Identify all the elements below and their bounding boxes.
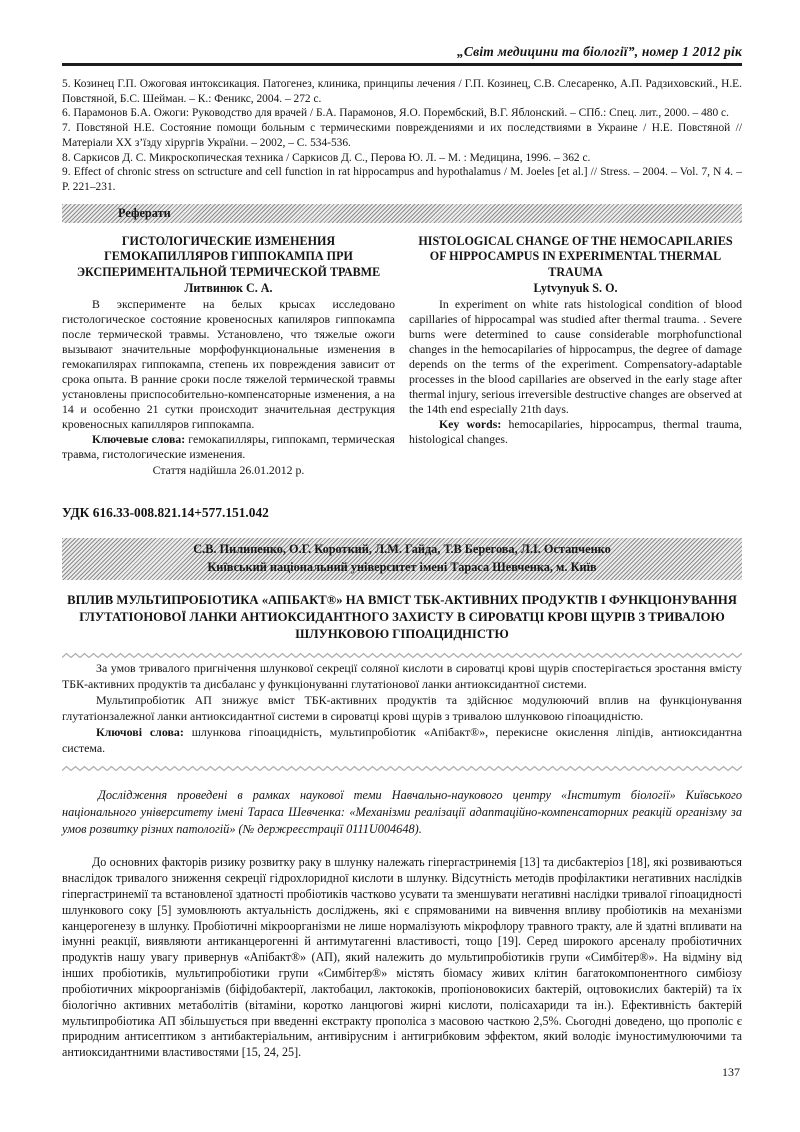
abstract-column-ru — [62, 234, 395, 478]
abstract-en-title: HISTOLOGICAL CHANGE OF THE HEMOCAPILARIES OF HIPPOCAMPUS IN EXPERIMENTAL THERMAL TRAUMA — [418, 233, 733, 280]
abstract-ru-keywords-label: Ключевые слова: — [92, 431, 186, 446]
abstract-ru-title: ГИСТОЛОГИЧЕСКИЕ ИЗМЕНЕНИЯ ГЕМОКАПИЛЛЯРОВ ГИППОКАМПА ПРИ ЭКСПЕРИМЕНТАЛЬНОЙ ТЕРМИЧЕСКОЙ ТРАВМЕ — [76, 233, 381, 280]
referaty-label: Реферати — [118, 205, 171, 220]
funding-note: Дослідження проведені в рамках наукової теми Навчально-наукового центру «Інститут біології» Київського національного університету імені Тараса Шевченка: «Механізми реалізації адаптаційно-компенсаторних реакцій організму за умов розвитку різних патологій» (№ держреєстрації 0111U004648). — [62, 788, 742, 837]
article-received-date: Стаття надійшла 26.01.2012 р. — [152, 462, 305, 477]
reference-item: 8. Саркисов Д. С. Микроскопическая техника / Саркисов Д. С., Перова Ю. Л. – М. : Медицина, 1996. – 362 с. — [62, 151, 591, 164]
reference-item: 5. Козинец Г.П. Ожоговая интоксикация. Патогенез, клиника, принципы лечения / Г.П. Козинец, С.В. Слесаренко, А.П. Радзиховский., Н.Е. Повстяной, Б.С. Шейман. – К.: Феникс, 2004. – 272 с. — [62, 78, 742, 105]
abstract-ru-body: В эксперименте на белых крысах исследовано гистологическое состояние кровеносных капиляров гиппокампа после термической травмы. Установлено, что тяжелые ожоги вызывают значительные морфофункциональные изменения в гемокапилярах гиппокампа, степень их повреждения зависит от срока опыта. В ранние сроки после тяжелой термической травмы установлены приспособительно-компенсаторные изменения, а на 14 и особенно 21 сутки происходит значительная деструкция кровеносных капилляров гиппокампа. — [62, 297, 395, 431]
abstract-column-en — [409, 234, 742, 478]
abstract-ru-author: Литвинюк С. А. — [184, 280, 273, 295]
abstract-en-keywords-label: Key words: — [439, 416, 502, 431]
references-list — [62, 77, 742, 195]
article-title: ВПЛИВ МУЛЬТИПРОБІОТИКА «АПІБАКТ®» НА ВМІСТ ТБК-АКТИВНИХ ПРОДУКТІВ І ФУНКЦІОНУВАННЯ ГЛУТАТІОНОВОЇ ЛАНКИ АНТИОКСИДАНТНОГО ЗАХИСТУ В СИРОВАТЦІ КРОВІ ЩУРІВ З ТРИВАЛОЮ ШЛУНКОВОЮ ГІПОАЦИДНІСТЮ — [67, 592, 737, 642]
page-number: 137 — [722, 1065, 740, 1079]
header-double-rule — [62, 63, 742, 66]
article-keywords-text: шлункова гіпоацидність, мультипробіотик «Апібакт®», перекисне окислення ліпідів, антиоксидантна система. — [62, 724, 743, 755]
article-keywords-label: Ключові слова: — [96, 724, 184, 739]
abstract-en-author: Lytvynyuk S. O. — [533, 280, 618, 295]
body-paragraph: До основних факторів ризику розвитку раку в шлунку належать гіпергастринемія [13] та дисбактеріоз [18], які розвиваються внаслідок тривалого зниження секреції гідрохлоридної кислоти в шлунку. Відсутність методів профілактики негативних наслідків гіпергастринемії та встановленої здатності пробіотиків частково усувати та зменшувати негативні наслідки тривалої гіпоацидності шлункового соку [5] зумовлюють актуальність досліджень, які є спрямованими на вивчення впливу пробіотиків на механізми канцерогенезу в шлунку. Пробіотичні мікроорганізми не лише нормалізують мікрофлору травного тракту, але й здатні впливати на імунні реакції, виявляюти антиканцерогенні й антимутагенні властивості, тощо [19]. Серед широкого арсеналу пробіотичних продуктів нашу увагу привернув «Апібакт®» (АП), який належить до мультипробіотиків групи «Симбітер®». На відміну від інших пробіотиків, мультипробіотики групи «Симбітер®» містять біомасу живих клітин багатокомпонентного симбіозу пробіотичних мікроорганізмів (біфідобактерії, лактобацил, лактококів, пропіоновокисих бактерій, оцтовокислих бактерій) та їх біологічно активних метаболітів (вітаміни, коротко ланцюгові жирні кислоти, полісахариди та ін.). Ефективність бактерій мультипробіотика АП збільшується при введенні екстракту прополіса з масовою часткою 2,5%. Сьогодні доведено, що прополіс є природним антисептиком з антибактеріальним, антивірусним і антигрибковим эффектом, який володіє імуностимулюючими та антиоксидантними властивостями [15, 24, 25]. — [62, 855, 742, 1060]
reference-item: 7. Повстяной Н.Е. Состояние помощи больным с термическими повреждениями и их последствиями в Украине / Н.Е. Повстяной // Матеріали ХХ з’їзду хірургів України. – 2002, – С. 534-536. — [62, 122, 742, 149]
abstract-en-body: In experiment on white rats histological condition of blood capillaries of hippocampal was studied after thermal trauma. . Severe burns were determined to cause considerable morphofunctional changes in the hemocapilaries of hippocampus, the degree of damage depends on the terms of the experiment. Compensatory-adaptable processes in the blood capillaries are observed in the early stage after thermal injury, serious irreversible destructive changes are observed at the 14th end especially 21th days. — [409, 297, 742, 416]
article-body — [62, 855, 742, 1061]
abstract-paragraph: За умов тривалого пригнічення шлункової секреції соляної кислоти в сироватці крові щурів спостерігається зростання вмісту ТБК-активних продуктів та дисбаланс у функціонуванні глутатіонової ланки антиоксидантної системи. — [62, 661, 742, 692]
reference-item: 6. Парамонов Б.А. Ожоги: Руководство для врачей / Б.А. Парамонов, Я.О. Порембский, В.Г. Яблонский. – СПб.: Спец. лит., 2000. – 480 с. — [62, 107, 729, 120]
zigzag-divider — [62, 765, 742, 772]
abstract-paragraph: Мультипробіотик АП знижує вміст ТБК-активних продуктів та здійснює модулюючий вплив на функціонування глутатіонзалежної ланки антиоксидантної системи в сироватці крові щурів з тривалою шлунковою гіпоацидністю. — [62, 693, 742, 723]
abstract-ru-keywords-text: гемокапилляры, гиппокамп, термическая травма, гистологические изменения. — [62, 431, 395, 461]
abstracts-two-columns — [62, 234, 742, 478]
zigzag-divider — [62, 652, 742, 659]
udc-code: УДК 616.33-008.821.14+577.151.042 — [62, 504, 269, 520]
journal-header-title: „Світ медицини та біології”, номер 1 2012 рік — [456, 44, 742, 59]
article-authors-bar — [62, 538, 742, 580]
article-affiliation: Київський національний університет імені Тараса Шевченка, м. Київ — [207, 560, 597, 575]
article-keywords — [62, 725, 742, 757]
abstract-ru-keywords — [62, 432, 395, 462]
abstract-en-keywords-text: hemocapilaries, hippocampus, thermal trauma, histological changes. — [409, 416, 742, 446]
referaty-section-bar — [62, 204, 742, 223]
article-authors: С.В. Пилипенко, О.Г. Короткий, Л.М. Гайда, Т.В Берегова, Л.І. Остапченко — [193, 541, 611, 556]
reference-item: 9. Effect of chronic stress on sctructure and cell function in rat hippocampus and hypothalamus / M. Joeles [et al.] // Stress. – 2004. – Vol. 7, N 4. – P. 221–231. — [62, 166, 742, 193]
article-abstract — [62, 661, 742, 756]
abstract-en-keywords — [409, 417, 742, 447]
